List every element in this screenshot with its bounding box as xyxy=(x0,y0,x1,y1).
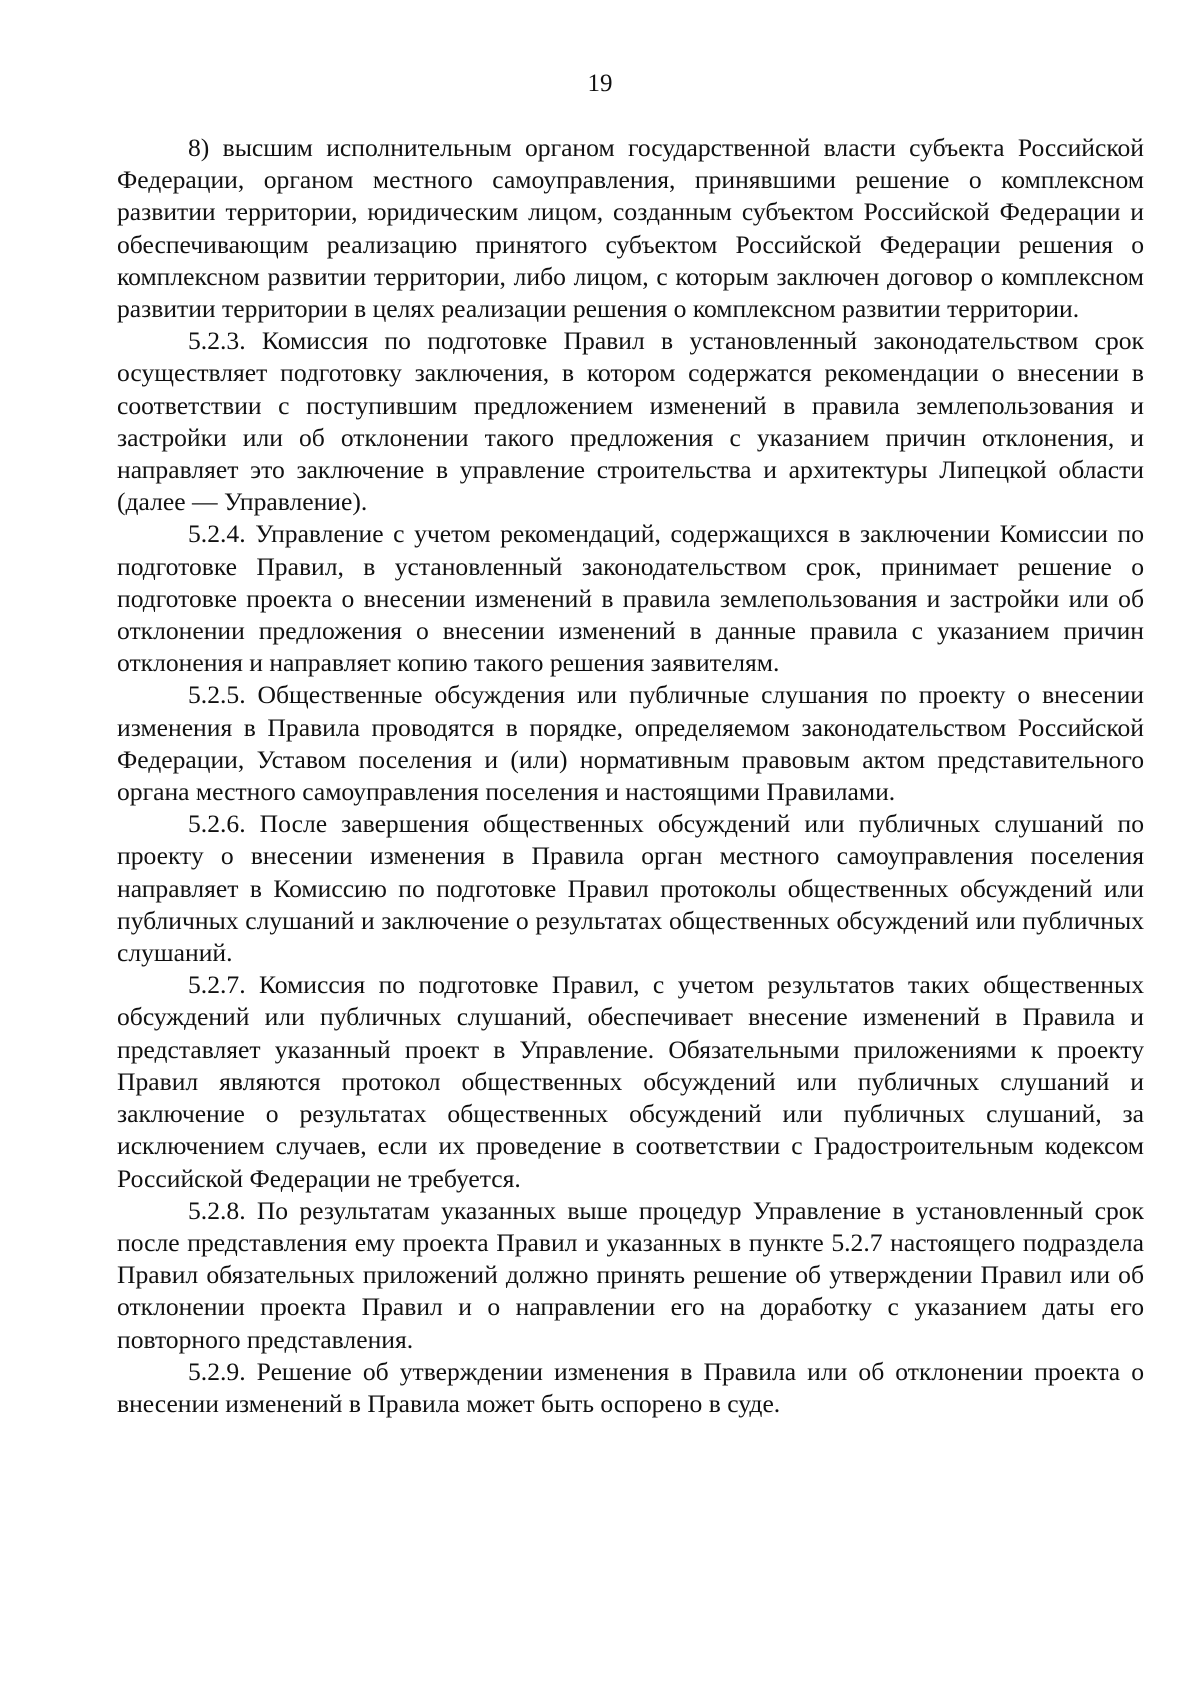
paragraph-5-2-3: 5.2.3. Комиссия по подготовке Правил в установленный законодательством срок осуществляет подготовку заключения, в котором содержатся рекомендации о внесении в соответствии с поступившим предложением изменений в правила землепользования и застройки или об отклонении такого предложения с указанием причин отклонения, и направляет это заключение в управление строительства и архитектуры Липецкой области (далее — Управление). xyxy=(117,326,1144,517)
page-number: 19 xyxy=(587,70,613,97)
paragraph-5-2-6: 5.2.6. После завершения общественных обсуждений или публичных слушаний по проекту о внесении изменения в Правила орган местного самоуправления поселения направляет в Комиссию по подготовке Правил протоколы общественных обсуждений или публичных слушаний и заключение о результатах общественных обсуждений или публичных слушаний. xyxy=(117,809,1144,968)
paragraph-5-2-5: 5.2.5. Общественные обсуждения или публичные слушания по проекту о внесении изменения в Правила проводятся в порядке, определяемом законодательством Российской Федерации, Уставом поселения и (или) нормативным правовым актом представительного органа местного самоуправления поселения и настоящими Правилами. xyxy=(117,680,1144,807)
paragraph-item-8: 8) высшим исполнительным органом государственной власти субъекта Российской Федерации, органом местного самоуправления, принявшими решение о комплексном развитии территории, юридическим лицом, созданным субъектом Российской Федерации и обеспечивающим реализацию принятого субъектом Российской Федерации решения о комплексном развитии территории, либо лицом, с которым заключен договор о комплексном развитии территории в целях реализации решения о комплексном развитии территории. xyxy=(117,133,1144,324)
paragraph-5-2-8: 5.2.8. По результатам указанных выше процедур Управление в установленный срок после представления ему проекта Правил и указанных в пункте 5.2.7 настоящего подраздела Правил обязательных приложений должно принять решение об утверждении Правил или об отклонении проекта Правил и о направлении его на доработку с указанием даты его повторного представления. xyxy=(117,1195,1144,1354)
paragraph-5-2-4: 5.2.4. Управление с учетом рекомендаций, содержащихся в заключении Комиссии по подготовке Правил, в установленный законодательством срок, принимает решение о подготовке проекта о внесении изменений в правила землепользования и застройки или об отклонении предложения о внесении изменений в данные правила с указанием причин отклонения и направляет копию такого решения заявителям. xyxy=(117,519,1144,678)
paragraph-5-2-7: 5.2.7. Комиссия по подготовке Правил, с учетом результатов таких общественных обсуждений или публичных слушаний, обеспечивает внесение изменений в Правила и представляет указанный проект в Управление. Обязательными приложениями к проекту Правил являются протокол общественных обсуждений или публичных слушаний и заключение о результатах общественных обсуждений или публичных слушаний, за исключением случаев, если их проведение в соответствии с Градостроительным кодексом Российской Федерации не требуется. xyxy=(117,970,1144,1193)
document-body xyxy=(117,132,1144,1420)
paragraph-5-2-9: 5.2.9. Решение об утверждении изменения в Правила или об отклонении проекта о внесении изменений в Правила может быть оспорено в суде. xyxy=(117,1356,1144,1418)
